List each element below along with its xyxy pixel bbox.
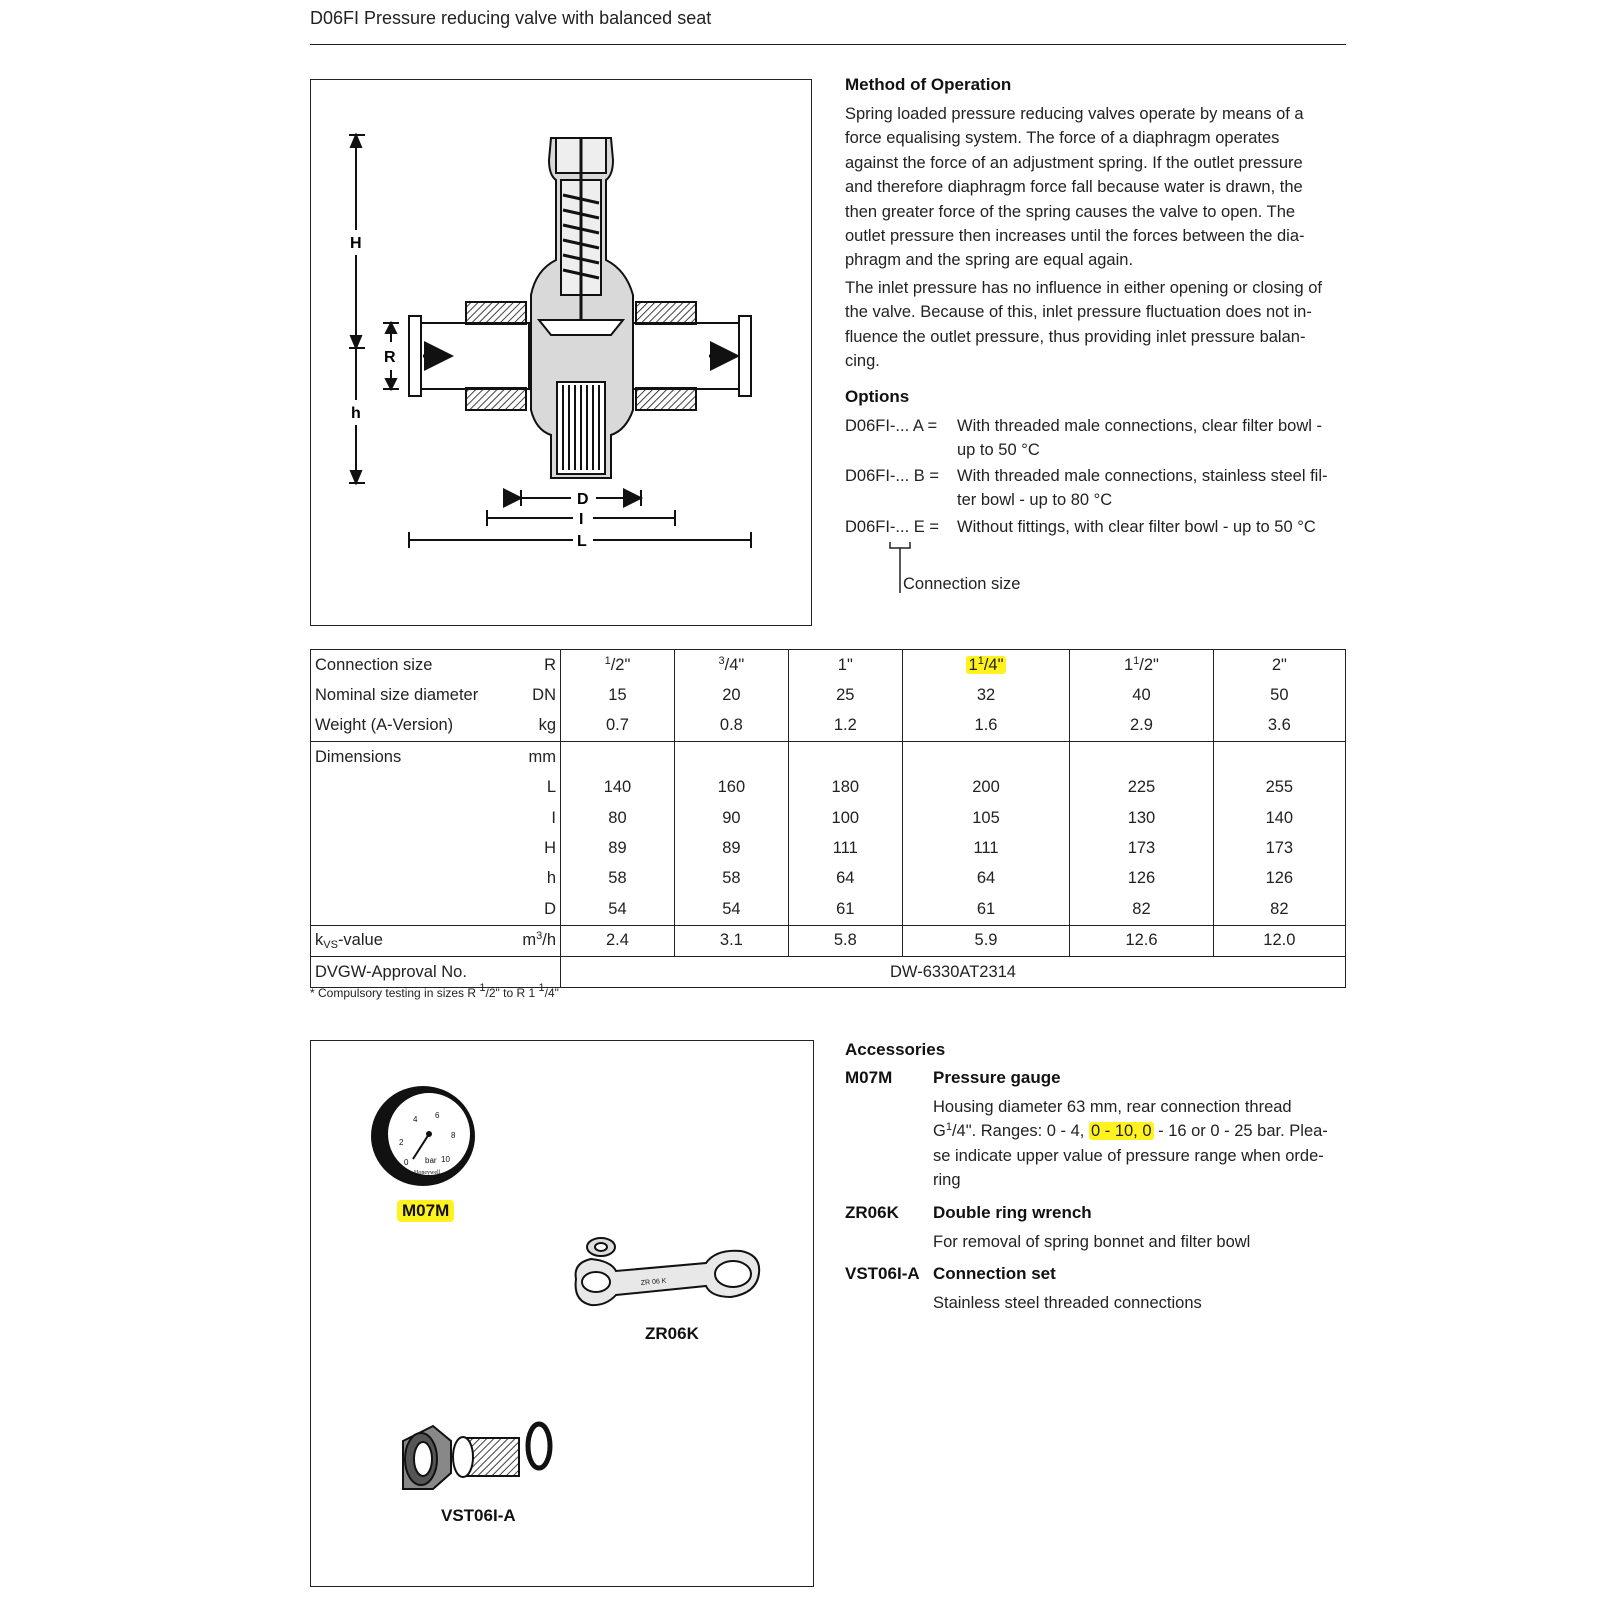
accessory-description xyxy=(933,1095,1353,1193)
table-row-I xyxy=(311,803,1346,833)
table-cell: 58 xyxy=(561,864,675,894)
gauge-tick: 0 xyxy=(404,1158,409,1167)
table-cell-highlighted: $1^1/4$" xyxy=(902,650,1069,681)
text-line: force equalising system. The force of a diaphragm operates xyxy=(845,129,1280,148)
table-cell: 58 xyxy=(674,864,788,894)
table-cell: 1.6 xyxy=(902,711,1069,742)
row-unit: mm xyxy=(496,742,561,773)
table-cell: 105 xyxy=(902,803,1069,833)
zr06k-figure-label: ZR06K xyxy=(645,1324,699,1343)
table-cell: 200 xyxy=(902,773,1069,803)
accessories-figure xyxy=(310,1040,814,1587)
table-cell: 100 xyxy=(788,803,902,833)
table-cell: 15 xyxy=(561,680,675,710)
table-cell: 40 xyxy=(1070,680,1213,710)
option-code: D06FI-... B = xyxy=(845,467,939,485)
gauge-tick: 2 xyxy=(399,1138,404,1147)
m07m-figure-label: M07M xyxy=(397,1200,454,1222)
table-cell: 180 xyxy=(788,773,902,803)
row-label: Nominal size diameter xyxy=(311,680,497,710)
text-line: the valve. Because of this, inlet pressure fluctuation does not in- xyxy=(845,303,1312,322)
table-row-dimensions xyxy=(311,742,1346,773)
table-cell: 64 xyxy=(902,864,1069,894)
row-unit: h xyxy=(496,864,561,894)
table-cell: DW-6330AT2314 xyxy=(561,956,1346,987)
accessory-description: Stainless steel threaded connections xyxy=(933,1294,1202,1312)
accessory-code: ZR06K xyxy=(845,1203,899,1222)
accessory-title: Connection set xyxy=(933,1264,1056,1283)
table-cell: 32 xyxy=(902,680,1069,710)
table-row-weight xyxy=(311,711,1346,742)
table-cell: 2.4 xyxy=(561,925,675,956)
table-row-D xyxy=(311,894,1346,925)
table-cell: 0.7 xyxy=(561,711,675,742)
method-paragraph-2 xyxy=(845,276,1322,374)
table-cell: 80 xyxy=(561,803,675,833)
accessories-heading: Accessories xyxy=(845,1040,946,1059)
wrench-engraving: ZR 06 K xyxy=(640,1277,667,1287)
table-cell: 173 xyxy=(1213,833,1345,863)
row-unit: R xyxy=(496,650,561,681)
text-line: ter bowl - up to 80 °C xyxy=(957,491,1113,509)
table-row-connection xyxy=(311,650,1346,681)
table-row-H xyxy=(311,833,1346,863)
accessory-code: VST06I-A xyxy=(845,1264,920,1283)
row-unit: D xyxy=(496,894,561,925)
valve-body xyxy=(409,138,751,478)
table-cell: 111 xyxy=(788,833,902,863)
option-desc xyxy=(957,515,1357,539)
row-label: Dimensions xyxy=(311,742,497,773)
table-cell: 82 xyxy=(1070,894,1213,925)
table-cell: 126 xyxy=(1070,864,1213,894)
table-cell: 25 xyxy=(788,680,902,710)
page-title: D06FI Pressure reducing valve with balanced seat xyxy=(310,8,712,28)
dim-label-R: R xyxy=(384,349,396,366)
text-line: Without fittings, with clear filter bowl - up to 50 °C xyxy=(957,518,1316,536)
dim-label-L: L xyxy=(577,533,587,550)
table-cell: 225 xyxy=(1070,773,1213,803)
table-cell: 130 xyxy=(1070,803,1213,833)
table-cell: 61 xyxy=(788,894,902,925)
accessory-title: Pressure gauge xyxy=(933,1068,1061,1087)
accessory-description: For removal of spring bonnet and filter bowl xyxy=(933,1233,1251,1251)
dim-label-h: h xyxy=(351,405,361,422)
gauge-tick: 10 xyxy=(441,1155,450,1164)
table-cell: 90 xyxy=(674,803,788,833)
row-unit: L xyxy=(496,773,561,803)
text-line: against the force of an adjustment spring. If the outlet pressure xyxy=(845,153,1303,172)
text-line: $G^1/4$". Ranges: 0 - 4, 0 - 10, 0 - 16 or 0 - 25 bar. Plea- xyxy=(933,1121,1328,1141)
table-cell: 140 xyxy=(561,773,675,803)
table-cell: $^3$/4" xyxy=(674,650,788,681)
option-desc xyxy=(957,464,1357,512)
table-cell: 160 xyxy=(674,773,788,803)
table-cell: 111 xyxy=(902,833,1069,863)
row-unit: DN xyxy=(496,680,561,710)
method-paragraph-1 xyxy=(845,102,1305,273)
text-line: ring xyxy=(933,1171,961,1190)
table-cell: 1.2 xyxy=(788,711,902,742)
table-cell: 12.0 xyxy=(1213,925,1345,956)
text-line: The inlet pressure has no influence in either opening or closing of xyxy=(845,279,1322,297)
table-cell: 20 xyxy=(674,680,788,710)
table-row-nominal xyxy=(311,680,1346,710)
text-line: fluence the outlet pressure, thus providing inlet pressure balan- xyxy=(845,327,1306,346)
gauge-unit: bar xyxy=(425,1156,437,1165)
table-cell: 255 xyxy=(1213,773,1345,803)
accessories-drawing xyxy=(311,1041,813,1586)
double-ring-wrench-icon xyxy=(576,1238,760,1305)
highlighted-range: 0 - 10, 0 xyxy=(1090,1122,1152,1141)
table-cell: 140 xyxy=(1213,803,1345,833)
table-cell: $1^1/2$" xyxy=(1070,650,1213,681)
row-unit: $m^3/h$ xyxy=(496,925,561,956)
row-unit: kg xyxy=(496,711,561,742)
text-line: With threaded male connections, stainless steel fil- xyxy=(957,467,1328,485)
text-line: and therefore diaphragm force fall because water is drawn, the xyxy=(845,178,1303,197)
header-divider xyxy=(310,44,1346,45)
option-code: D06FI-... E = xyxy=(845,518,939,536)
table-row-L xyxy=(311,773,1346,803)
table-cell: 173 xyxy=(1070,833,1213,863)
connection-set-icon xyxy=(403,1424,550,1489)
table-cell: 12.6 xyxy=(1070,925,1213,956)
table-row-h xyxy=(311,864,1346,894)
row-label: Connection size xyxy=(311,650,497,681)
connection-size-note: Connection size xyxy=(903,575,1021,593)
table-cell: 3.6 xyxy=(1213,711,1345,742)
text-line: outlet pressure then increases until the forces between the dia- xyxy=(845,227,1305,246)
table-cell: 126 xyxy=(1213,864,1345,894)
table-cell: $^1$/2" xyxy=(561,650,675,681)
table-cell: 5.8 xyxy=(788,925,902,956)
gauge-brand: Honeywell xyxy=(414,1170,441,1176)
table-row-dvgw xyxy=(311,956,1346,987)
text-line: cing. xyxy=(845,352,880,371)
table-cell: 2.9 xyxy=(1070,711,1213,742)
text-line: Housing diameter 63 mm, rear connection thread xyxy=(933,1098,1292,1116)
method-heading: Method of Operation xyxy=(845,75,1012,94)
text-line: then greater force of the spring causes the valve to open. The xyxy=(845,202,1296,221)
pressure-gauge-icon xyxy=(371,1086,475,1186)
gauge-tick: 8 xyxy=(451,1131,456,1140)
table-cell: 89 xyxy=(561,833,675,863)
table-cell: 82 xyxy=(1213,894,1345,925)
table-cell: 89 xyxy=(674,833,788,863)
text-line: se indicate upper value of pressure range when orde- xyxy=(933,1146,1324,1165)
table-cell: 1" xyxy=(788,650,902,681)
table-cell: 3.1 xyxy=(674,925,788,956)
options-heading: Options xyxy=(845,387,910,406)
text-line: phragm and the spring are equal again. xyxy=(845,251,1134,270)
valve-diagram xyxy=(311,80,811,625)
option-desc xyxy=(957,414,1357,462)
text-line: up to 50 °C xyxy=(957,441,1040,459)
gauge-tick: 6 xyxy=(435,1111,440,1120)
row-unit: H xyxy=(496,833,561,863)
table-cell: 5.9 xyxy=(902,925,1069,956)
accessory-code: M07M xyxy=(845,1068,893,1087)
text-line: Spring loaded pressure reducing valves operate by means of a xyxy=(845,105,1304,123)
row-label: DVGW-Approval No. xyxy=(311,956,561,987)
row-label: $k_{VS}$-value xyxy=(311,925,497,956)
row-unit: I xyxy=(496,803,561,833)
table-cell: 2" xyxy=(1213,650,1345,681)
text-line: With threaded male connections, clear filter bowl - xyxy=(957,417,1322,435)
option-code: D06FI-... A = xyxy=(845,417,938,435)
table-cell: 54 xyxy=(674,894,788,925)
vst06i-a-figure-label: VST06I-A xyxy=(441,1506,516,1525)
accessory-title: Double ring wrench xyxy=(933,1203,1092,1222)
table-row-kvs xyxy=(311,925,1346,956)
table-cell: 50 xyxy=(1213,680,1345,710)
table-cell: 61 xyxy=(902,894,1069,925)
table-cell: 64 xyxy=(788,864,902,894)
dim-label-D: D xyxy=(577,491,589,508)
row-label: Weight (A-Version) xyxy=(311,711,497,742)
gauge-tick: 4 xyxy=(413,1115,418,1124)
table-cell: 54 xyxy=(561,894,675,925)
dim-label-I: I xyxy=(579,511,584,528)
valve-cross-section-figure xyxy=(310,79,812,626)
spec-table xyxy=(310,649,1346,988)
dim-label-H: H xyxy=(350,235,362,252)
table-footnote: * Compulsory testing in sizes R $^1$/2" to R 1 $^1$/4" xyxy=(310,982,559,1000)
table-cell: 0.8 xyxy=(674,711,788,742)
